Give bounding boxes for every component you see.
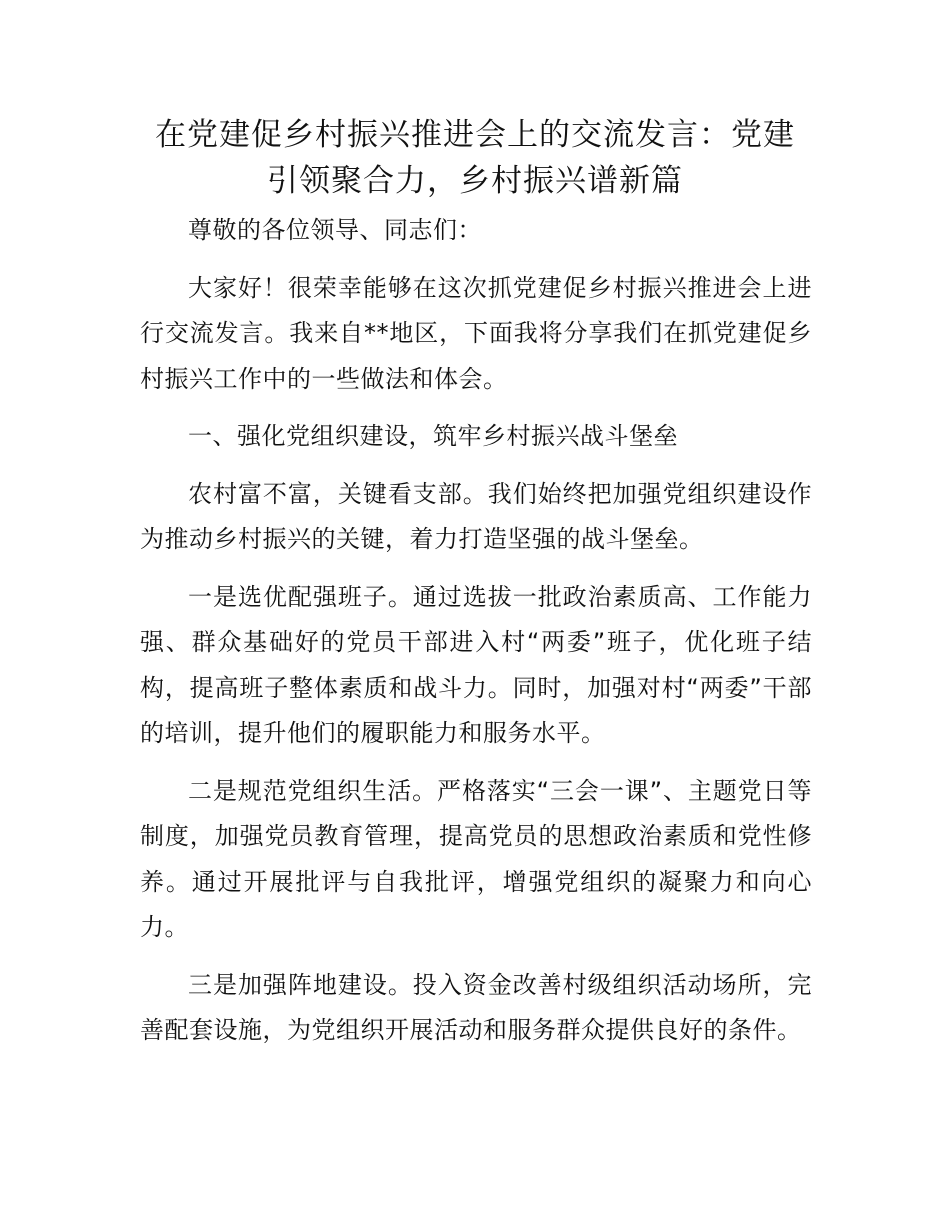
paragraph-point-1: 一是选优配强班子。通过选拔一批政治素质高、工作能力强、群众基础好的党员干部进入村“两委”班子，优化班子结构，提高班子整体素质和战斗力。同时，加强对村“两委”干部的培训，提升他们的履职能力和服务水平。	[140, 582, 812, 747]
paragraph-point-3: 三是加强阵地建设。投入资金改善村级组织活动场所，完善配套设施，为党组织开展活动和服务群众提供良好的条件。	[140, 970, 812, 1044]
section-heading-1: 一、强化党组织建设，筑牢乡村振兴战斗堡垒	[188, 422, 678, 450]
paragraph-opening: 大家好！很荣幸能够在这次抓党建促乡村振兴推进会上进行交流发言。我来自**地区，下面我将分享我们在抓党建促乡村振兴工作中的一些做法和体会。	[140, 273, 812, 393]
paragraph-section-intro: 农村富不富，关键看支部。我们始终把加强党组织建设作为推动乡村振兴的关键，着力打造坚强的战斗堡垒。	[140, 479, 812, 553]
paragraph-salutation: 尊敬的各位领导、同志们：	[188, 216, 482, 244]
document-title: 在党建促乡村振兴推进会上的交流发言：党建引领聚合力，乡村振兴谱新篇	[155, 117, 795, 199]
paragraph-point-2: 二是规范党组织生活。严格落实“三会一课”、主题党日等制度，加强党员教育管理，提高党员的思想政治素质和党性修养。通过开展批评与自我批评，增强党组织的凝聚力和向心力。	[140, 776, 812, 941]
document-body	[140, 208, 812, 1066]
